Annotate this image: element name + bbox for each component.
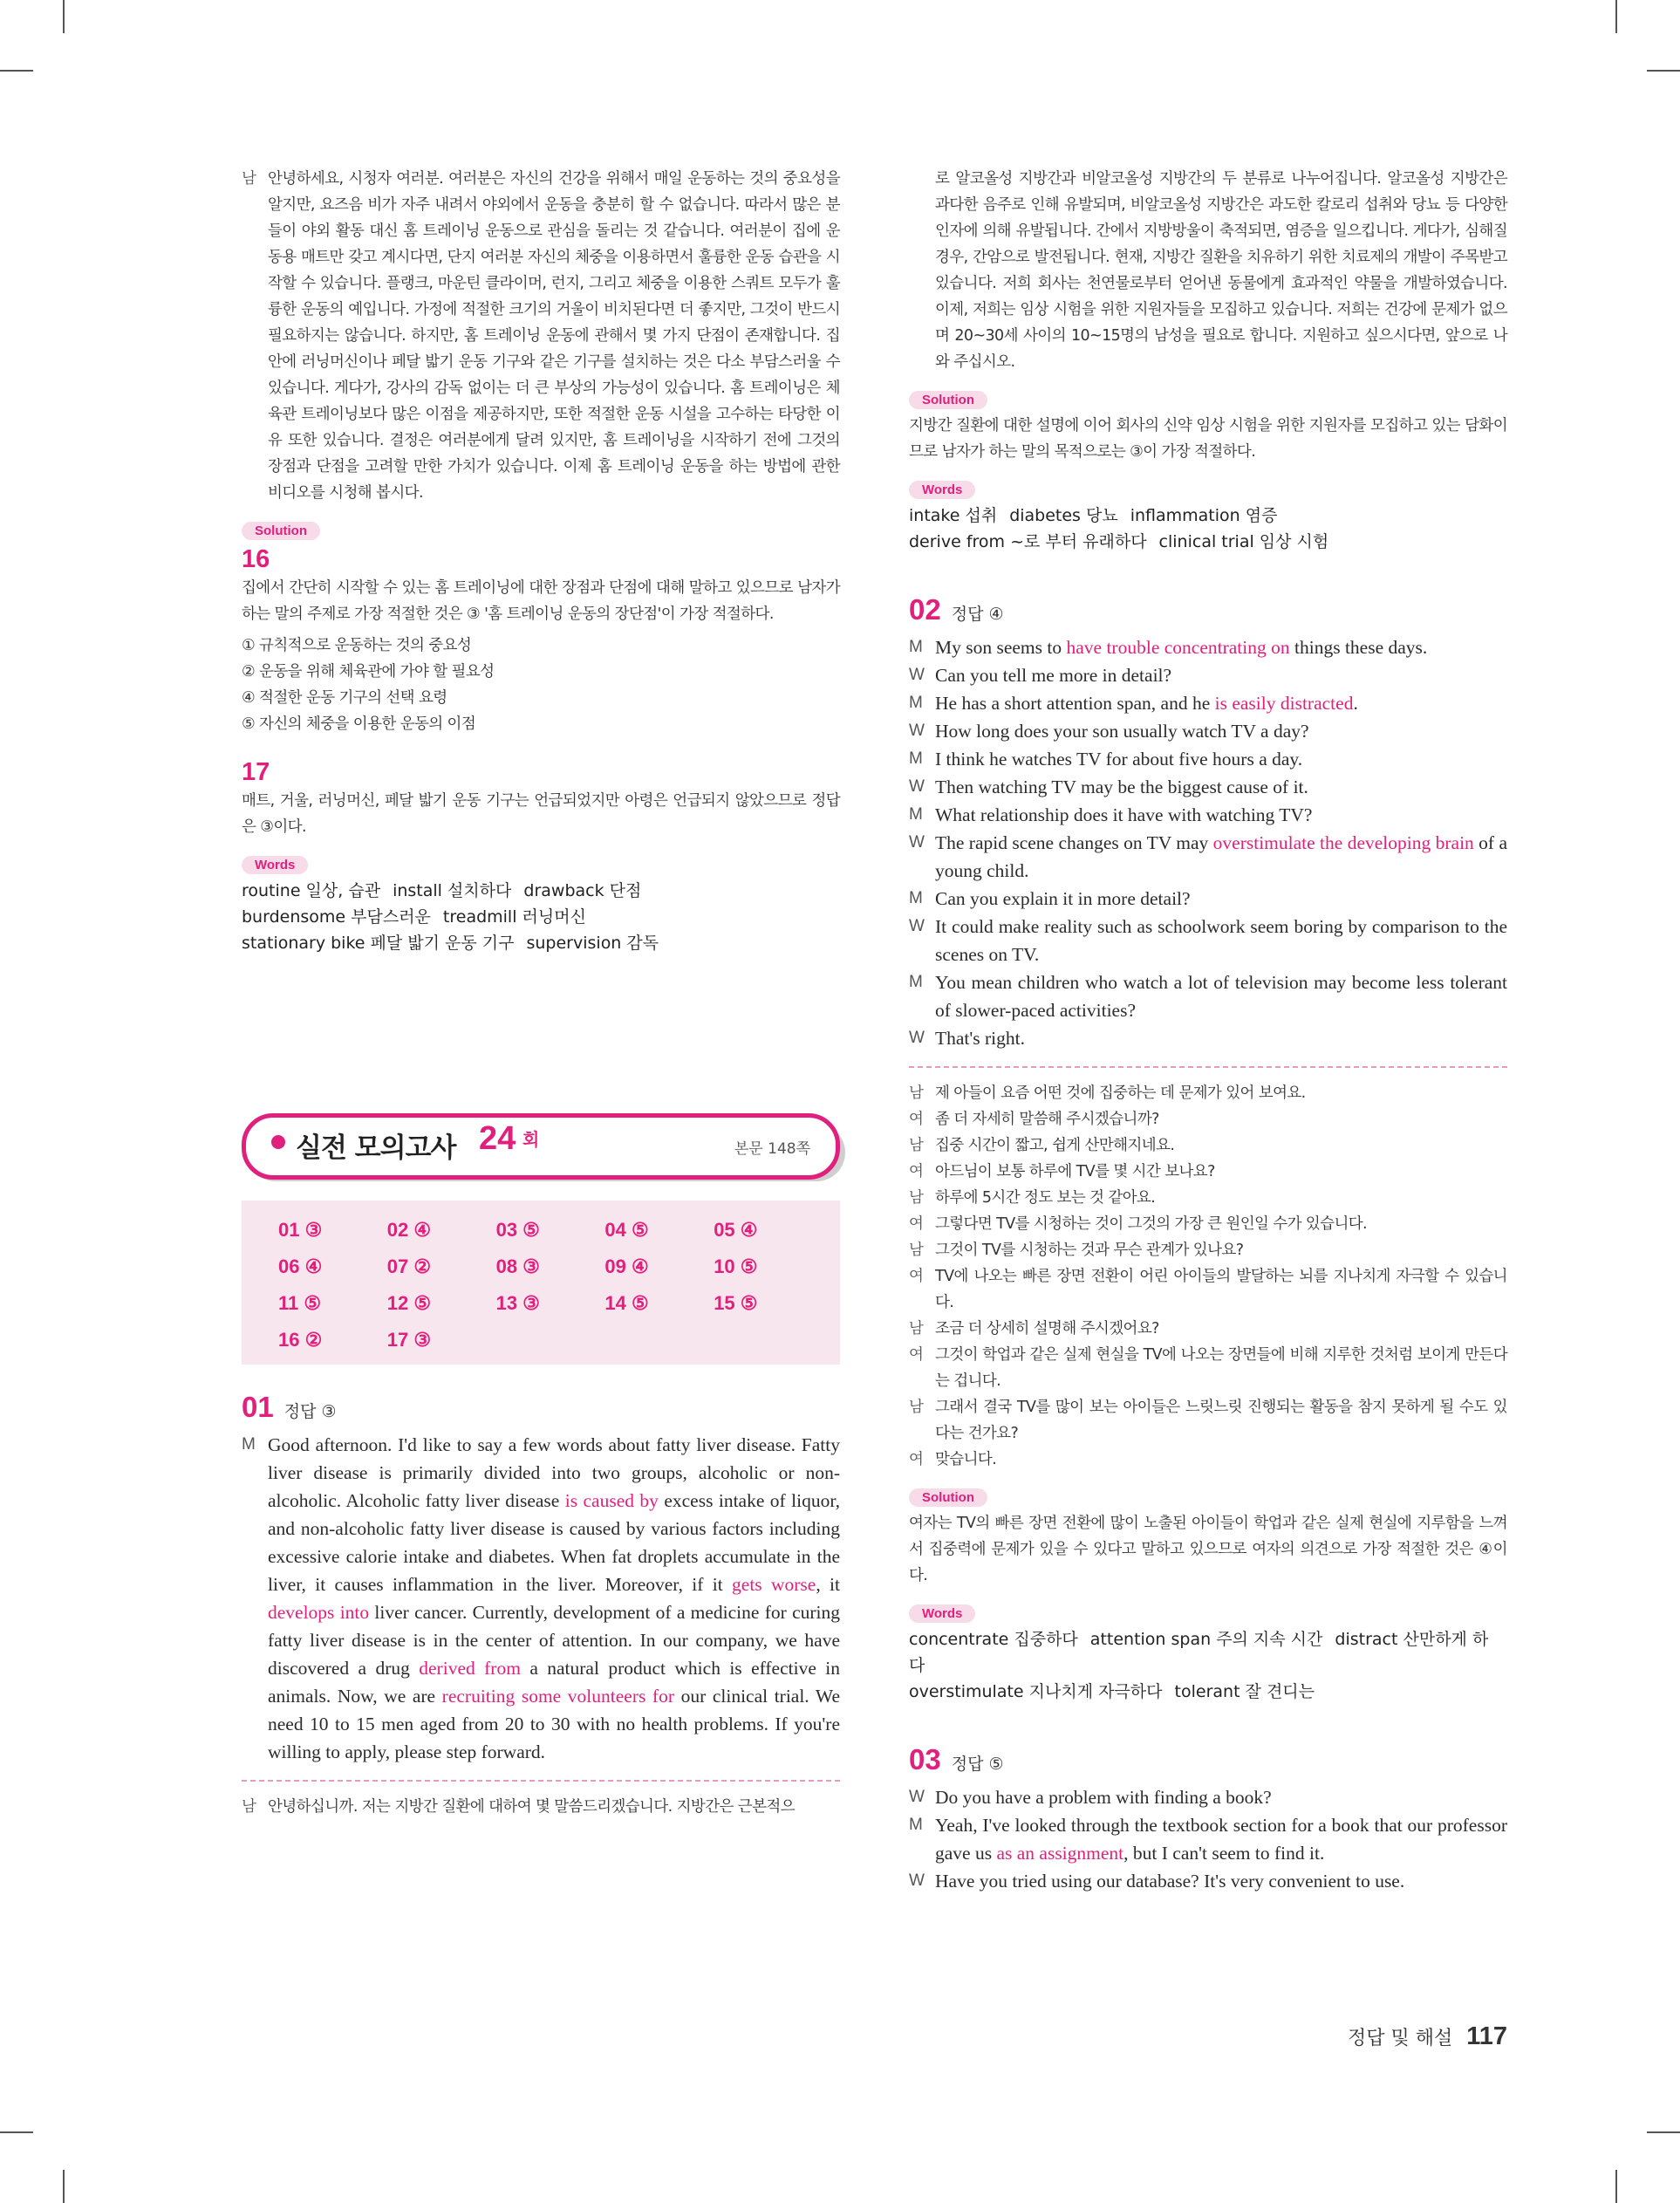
dialogue-line	[909, 1024, 1507, 1052]
speaker-tag: W	[909, 722, 925, 740]
transcript-text: 안녕하십니까. 저는 지방간 질환에 대하여 몇 말씀드리겠습니다. 지방간은 근본적으	[268, 1798, 795, 1816]
section-number: 02	[909, 593, 941, 626]
vocab-item: concentrate 집중하다	[909, 1630, 1078, 1649]
solution-02-text: 여자는 TV의 빠른 장면 전환에 많이 노출된 아이들이 학업과 같은 실제 현실에 지루함을 느껴서 집중력에 문제가 있을 수 있다고 말하고 있으므로 여자의 의견으로 가장 적절한 것은 ④이다.	[909, 1515, 1507, 1584]
dialogue-text: How long does your son usually watch TV a day?	[935, 721, 1309, 742]
crop-mark	[63, 0, 65, 33]
words-label: Words	[909, 1604, 975, 1623]
vocab-item: stationary bike 페달 밟기 운동 기구	[242, 934, 515, 953]
korean-dialogue-line	[909, 1447, 1507, 1473]
dialogue-text: Then watching TV may be the biggest cause of it.	[935, 777, 1308, 797]
section-answer: 정답 ③	[283, 1402, 337, 1421]
korean-transcript	[242, 1794, 840, 1820]
crop-mark	[0, 2131, 33, 2133]
answer-cell: 15 ⑤	[714, 1292, 758, 1314]
speaker-tag: 여	[909, 1215, 924, 1233]
dialogue-text: 조금 더 상세히 설명해 주시겠어요?	[935, 1320, 1159, 1338]
left-column	[242, 166, 840, 1820]
q16-explanation: 집에서 간단히 시작할 수 있는 홈 트레이닝에 대한 장점과 단점에 대해 말하고 있으므로 남자가 하는 말의 주제로 가장 적절한 것은 ③ '홈 트레이닝 운동의 장단점'이 가장 적절하다.	[242, 579, 840, 623]
crop-mark	[1647, 70, 1680, 72]
dialogue-text: I think he watches TV for about five hours a day.	[935, 749, 1303, 770]
answer-cell: 10 ⑤	[714, 1255, 758, 1277]
dialogue-text: You mean children who watch a lot of television may become less tolerant of slower-paced activities?	[935, 972, 1507, 1021]
section-01-header	[242, 1391, 840, 1424]
bullet-dot-icon	[271, 1135, 285, 1149]
option-item: ⑤ 자신의 체중을 이용한 운동의 이점	[242, 715, 476, 733]
answer-cell: 01 ③	[278, 1219, 323, 1241]
dialogue-text: Can you explain it in more detail?	[935, 888, 1191, 909]
solution-label: Solution	[909, 1488, 987, 1507]
dialogue-text: 그래서 결국 TV를 많이 보는 아이들은 느릿느릿 진행되는 활동을 참지 못하게 될 수도 있다는 건가요?	[935, 1399, 1507, 1442]
dialogue-text: 하루에 5시간 정도 보는 것 같아요.	[935, 1189, 1156, 1207]
solution-label: Solution	[909, 391, 987, 409]
vocab-item: intake 섭취	[909, 506, 998, 525]
dialogue-text: Have you tried using our database? It's very convenient to use.	[935, 1871, 1405, 1892]
korean-dialogue-line	[909, 1342, 1507, 1394]
speaker-tag: 남	[909, 1084, 924, 1102]
banner-suffix: 회	[522, 1129, 540, 1150]
section-answer: 정답 ⑤	[951, 1755, 1004, 1774]
dialogue-line	[909, 745, 1507, 773]
section-02-header	[909, 593, 1507, 626]
answer-cell: 05 ④	[714, 1219, 758, 1241]
speaker-tag: 남	[909, 1137, 924, 1154]
vocab-item: overstimulate 지나치게 자극하다	[909, 1682, 1163, 1701]
speaker-tag: M	[909, 973, 923, 991]
dialogue-line	[909, 689, 1507, 717]
speaker-tag: 남	[909, 1242, 924, 1259]
solution-label: Solution	[242, 522, 320, 540]
dialogue-03	[909, 1783, 1507, 1895]
banner-test-number: 24	[479, 1120, 516, 1157]
answer-cell: 17 ③	[386, 1329, 432, 1351]
speaker-tag: M	[909, 1816, 923, 1834]
speaker-tag: W	[909, 777, 925, 796]
answer-cell: 14 ⑤	[604, 1292, 649, 1314]
korean-dialogue-line	[909, 1159, 1507, 1185]
speaker-tag: 남	[909, 1320, 924, 1338]
dialogue-text: 좀 더 자세히 말씀해 주시겠습니까?	[935, 1111, 1159, 1128]
vocab-item: treadmill 러닝머신	[442, 907, 586, 927]
dashed-divider	[242, 1780, 840, 1782]
dialogue-02	[909, 633, 1507, 1052]
words-label: Words	[909, 481, 975, 499]
vocab-item: drawback 단점	[523, 881, 642, 900]
banner-title: 실전 모의고사	[296, 1132, 456, 1164]
vocab-item: clinical trial 임상 시험	[1158, 532, 1329, 551]
crop-mark	[0, 70, 33, 72]
speaker-tag: 여	[909, 1346, 924, 1364]
speaker-tag: W	[909, 833, 925, 852]
speaker-tag: W	[909, 1029, 925, 1047]
answer-cell: 09 ④	[604, 1255, 649, 1277]
dialogue-text: 그렇다면 TV를 시청하는 것이 그것의 가장 큰 원인일 수가 있습니다.	[935, 1215, 1368, 1233]
dialogue-text: 아드님이 보통 하루에 TV를 몇 시간 보나요?	[935, 1163, 1215, 1180]
speaker-tag: M	[909, 749, 923, 768]
dialogue-text: It could make reality such as schoolwork seem boring by comparison to the scenes on TV.	[935, 916, 1507, 965]
dialogue-line	[909, 1867, 1507, 1895]
crop-mark	[63, 2170, 65, 2203]
dialogue-line	[909, 885, 1507, 913]
speaker-tag: M	[909, 889, 923, 907]
section-number: 01	[242, 1391, 274, 1423]
dialogue-text: He has a short attention span, and he is easily distracted.	[935, 693, 1358, 714]
dialogue-text: The rapid scene changes on TV may overstimulate the developing brain of a young child.	[935, 832, 1508, 881]
korean-dialogue-line	[909, 1394, 1507, 1447]
speaker-tag: 남	[242, 1798, 256, 1816]
answer-cell: 12 ⑤	[386, 1292, 432, 1314]
speaker-tag: W	[909, 1871, 925, 1890]
option-item: ① 규칙적으로 운동하는 것의 중요성	[242, 637, 472, 654]
vocab-item: attention span 주의 지속 시간	[1089, 1630, 1323, 1649]
speaker-tag: 남	[909, 1399, 924, 1416]
korean-dialogue-line	[909, 1316, 1507, 1342]
vocab-item: supervision 감독	[526, 934, 659, 953]
dialogue-text: TV에 나오는 빠른 장면 전환이 어린 아이들의 발달하는 뇌를 지나치게 자극할 수 있습니다.	[935, 1268, 1507, 1311]
banner-page-ref: 본문 148쪽	[734, 1140, 810, 1158]
answer-cell: 16 ②	[278, 1329, 323, 1351]
korean-dialogue-line	[909, 1132, 1507, 1159]
dialogue-text: Yeah, I've looked through the textbook section for a book that our professor gave us as an assignment, but I can't seem to find it.	[935, 1815, 1507, 1864]
korean-dialogue-line	[909, 1263, 1507, 1316]
english-transcript	[242, 1431, 840, 1766]
dialogue-text: 집중 시간이 짧고, 쉽게 산만해지네요.	[935, 1137, 1175, 1154]
page-number: 117	[1466, 2022, 1507, 2050]
answer-cell: 02 ④	[386, 1219, 432, 1241]
dialogue-text: 맞습니다.	[935, 1451, 997, 1468]
footer-label: 정답 및 해설	[1347, 2028, 1453, 2049]
dialogue-line	[909, 801, 1507, 829]
vocab-item: distract 산만하게 하다	[909, 1630, 1489, 1675]
q17-explanation: 매트, 거울, 러닝머신, 페달 밟기 운동 기구는 언급되었지만 아령은 언급되지 않았으므로 정답은 ③이다.	[242, 792, 840, 836]
dashed-divider	[909, 1066, 1507, 1068]
answer-cell: 08 ③	[495, 1255, 540, 1277]
dialogue-line	[909, 773, 1507, 801]
speaker-tag: 남	[242, 170, 256, 188]
page-footer	[1348, 2022, 1507, 2051]
q16-options	[242, 633, 840, 737]
korean-dialogue-line	[909, 1185, 1507, 1211]
korean-dialogue-line	[909, 1237, 1507, 1263]
test-banner	[242, 1113, 840, 1181]
korean-dialogue-line	[909, 1106, 1507, 1132]
vocab-list	[909, 1626, 1507, 1705]
vocab-list	[909, 503, 1507, 555]
vocab-item: tolerant 잘 견디는	[1174, 1682, 1315, 1701]
vocab-list	[242, 878, 840, 956]
dialogue-text: That's right.	[935, 1028, 1025, 1049]
crop-mark	[1615, 0, 1617, 33]
korean-dialogue-line	[909, 1211, 1507, 1237]
speaker-tag: 여	[909, 1111, 924, 1128]
speaker-tag: 여	[909, 1268, 924, 1285]
vocab-item: burdensome 부담스러운	[242, 907, 431, 927]
speaker-tag: M	[909, 638, 923, 656]
crop-mark	[1615, 2170, 1617, 2203]
answer-cell: 07 ②	[386, 1255, 432, 1277]
speaker-tag: M	[909, 694, 923, 712]
speaker-tag: 남	[909, 1189, 924, 1207]
dialogue-line	[909, 717, 1507, 745]
question-number-17: 17	[242, 758, 270, 786]
vocab-item: derive from ~로 부터 유래하다	[909, 532, 1147, 551]
answer-cell: 13 ③	[495, 1292, 540, 1314]
speaker-tag: W	[909, 917, 925, 935]
right-column	[909, 166, 1507, 1895]
answer-cell: 03 ⑤	[495, 1219, 540, 1241]
answer-cell: 04 ⑤	[604, 1219, 649, 1241]
speaker-tag: 여	[909, 1451, 924, 1468]
words-label: Words	[242, 856, 308, 874]
section-03-header	[909, 1743, 1507, 1776]
section-number: 03	[909, 1743, 941, 1775]
speaker-tag: M	[242, 1435, 256, 1454]
speaker-tag: W	[909, 1788, 925, 1806]
answer-cell: 06 ④	[278, 1255, 323, 1277]
speaker-tag: M	[909, 805, 923, 824]
dialogue-text: My son seems to have trouble concentrating on things these days.	[935, 637, 1428, 658]
dialogue-text: 그것이 학업과 같은 실제 현실을 TV에 나오는 장면들에 비해 지루한 것처럼 보이게 만든다는 겁니다.	[935, 1346, 1507, 1390]
dialogue-text: 그것이 TV를 시청하는 것과 무슨 관계가 있나요?	[935, 1242, 1244, 1259]
section-answer: 정답 ④	[951, 605, 1004, 624]
dialogue-text: 제 아들이 요즘 어떤 것에 집중하는 데 문제가 있어 보여요.	[935, 1084, 1306, 1102]
dialogue-text: Do you have a problem with finding a book?	[935, 1787, 1272, 1808]
question-number-16: 16	[242, 545, 270, 573]
vocab-item: inflammation 염증	[1130, 506, 1278, 525]
dialogue-line	[909, 633, 1507, 661]
dialogue-line	[909, 913, 1507, 968]
vocab-item: routine 일상, 습관	[242, 881, 381, 900]
vocab-item: diabetes 당뇨	[1009, 506, 1118, 525]
dialogue-text: Can you tell me more in detail?	[935, 665, 1172, 686]
dialogue-line	[909, 829, 1507, 885]
intro-korean-transcript	[242, 166, 840, 506]
korean-dialogue-02	[909, 1080, 1507, 1473]
solution-01-text: 지방간 질환에 대한 설명에 이어 회사의 신약 임상 시험을 위한 지원자를 모집하고 있는 담화이므로 남자가 하는 말의 목적으로는 ③이 가장 적절하다.	[909, 417, 1507, 461]
speaker-tag: W	[909, 666, 925, 684]
speaker-tag: 여	[909, 1163, 924, 1180]
dialogue-text: What relationship does it have with watching TV?	[935, 804, 1313, 825]
option-item: ④ 적절한 운동 기구의 선택 요령	[242, 689, 447, 707]
dialogue-line	[909, 1811, 1507, 1867]
transcript-text: 안녕하세요, 시청자 여러분. 여러분은 자신의 건강을 위해서 매일 운동하는 것의 중요성을 알지만, 요즈음 비가 자주 내려서 야외에서 운동을 충분히 할 수 없습니다. 따라서 많은 분들이 야외 활동 대신 홈 트레이닝 운동으로 관심을 돌리는 것 같습니다. 여러분이 집에 운동용 매트만 갖고 계시다면, 단지 여러분 자신의 체중을 이용하면서 훌륭한 운동 습관을 시작할 수 있습니다. 플랭크, 마운틴 클라이머, 런지, 그리고 체중을 이용한 스쿼트 모두가 훌륭한 운동의 예입니다. 가정에 적절한 크기의 거울이 비치된다면 더 좋지만, 그것이 반드시 필요하지는 않습니다. 하지만, 홈 트레이닝 운동에 관해서 몇 가지 단점이 존재합니다. 집안에 러닝머신이나 페달 밟기 운동 기구와 같은 기구를 설치하는 것은 다소 부담스러울 수 있습니다. 게다가, 강사의 감독 없이는 더 큰 부상의 가능성이 있습니다. 홈 트레이닝은 체육관 트레이닝보다 많은 이점을 제공하지만, 또한 적절한 운동 시설을 고수하는 타당한 이유 또한 있습니다. 결정은 여러분에게 달려 있지만, 홈 트레이닝을 시작하기 전에 그것의 장점과 단점을 고려할 만한 가치가 있습니다. 이제 홈 트레이닝 운동을 하는 방법에 관한 비디오를 시청해 봅시다.	[268, 170, 840, 502]
transcript-text: Good afternoon. I'd like to say a few words about fatty liver disease. Fatty liver disease is primarily divided into two groups, alcoholic or non-alcoholic. Alcoholic fatty liver disease is caused by excess intake of liquor, and non-alcoholic fatty liver disease is caused by various factors including excessive calorie intake and diabetes. When fat droplets accumulate in the liver, it causes inflammation in the liver. Moreover, if it gets worse, it develops into liver cancer. Currently, development of a medicine for curing fatty liver disease is in the center of attention. In our company, we have discovered a drug derived from a natural product which is effective in animals. Now, we are recruiting some volunteers for our clinical trial. We need 10 to 15 men aged from 20 to 30 with no health problems. If you're willing to apply, please step forward.	[268, 1434, 840, 1762]
option-item: ② 운동을 위해 체육관에 가야 할 필요성	[242, 663, 495, 681]
crop-mark	[1647, 2131, 1680, 2133]
transcript-text: 로 알코올성 지방간과 비알코올성 지방간의 두 분류로 나누어집니다. 알코올성 지방간은 과다한 음주로 인해 유발되며, 비알코올성 지방간은 과도한 칼로리 섭취와 당뇨 등 다양한 인자에 의해 유발됩니다. 간에서 지방방울이 축적되면, 염증을 일으킵니다. 게다가, 심해질 경우, 간암으로 발전됩니다. 현재, 지방간 질환을 치유하기 위한 치료제의 개발이 주목받고 있습니다. 저희 회사는 천연물로부터 얻어낸 동물에게 효과적인 약물을 개발하였습니다. 이제, 저희는 임상 시험을 위한 지원자들을 모집하고 있습니다. 저희는 건강에 문제가 없으며 20~30세 사이의 10~15명의 남성을 필요로 합니다. 지원하고 싶으시다면, 앞으로 나와 주십시오.	[935, 170, 1507, 371]
korean-dialogue-line	[909, 1080, 1507, 1106]
dialogue-line	[909, 661, 1507, 689]
answer-key-grid	[242, 1201, 840, 1365]
answer-cell: 11 ⑤	[278, 1292, 322, 1314]
korean-transcript-continued	[909, 166, 1507, 375]
dialogue-line	[909, 968, 1507, 1024]
vocab-item: install 설치하다	[393, 881, 512, 900]
dialogue-line	[909, 1783, 1507, 1811]
